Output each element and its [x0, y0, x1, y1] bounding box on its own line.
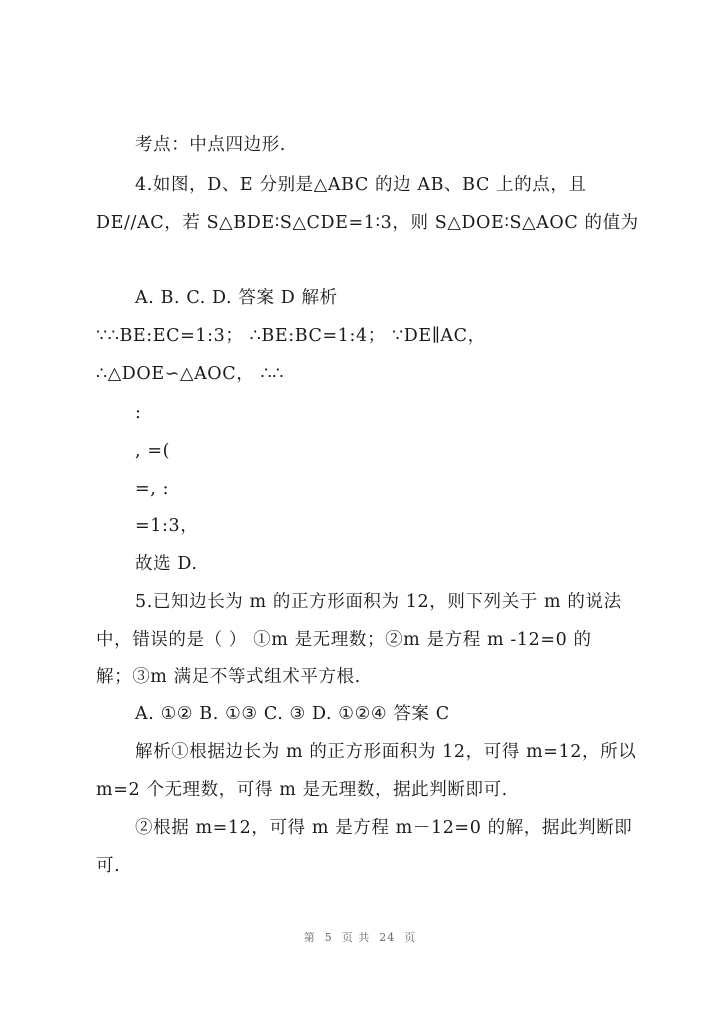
text-line: 考点：中点四边形. [135, 135, 286, 155]
text-line: 5.已知边长为 m 的正方形面积为 12，则下列关于 m 的说法 [135, 592, 622, 612]
text-line: 4.如图，D、E 分别是△ABC 的边 AB、BC 上的点，且 [135, 175, 587, 195]
page-footer: 第 5 页 共 24 页 [303, 931, 417, 944]
text-line: A. ①② B. ①③ C. ③ D. ①②④ 答案 C [135, 704, 450, 724]
text-line: 中，错误的是（ ） ①m 是无理数；②m 是方程 m -12=0 的 [96, 630, 592, 650]
text-line: 故选 D. [135, 554, 198, 574]
text-line: ②根据 m=12，可得 m 是方程 m－12=0 的解，据此判断即 [135, 818, 633, 838]
text-line: =, : [135, 479, 170, 499]
text-line: m=2 个无理数，可得 m 是无理数，据此判断即可. [96, 780, 508, 800]
text-line: DE//AC，若 S△BDE∶S△CDE=1∶3，则 S△DOE∶S△AOC 的值为 [96, 213, 639, 233]
text-line: 解；③m 满足不等式组术平方根. [96, 667, 361, 687]
text-line: ∵∴BE:EC=1:3； ∴BE:BC=1:4； ∵DE∥AC， [96, 326, 486, 346]
text-line: 解析①根据边长为 m 的正方形面积为 12，可得 m=12，所以 [135, 742, 637, 762]
text-line: , =( [135, 441, 171, 461]
text-line: A. B. C. D. 答案 D 解析 [135, 288, 338, 308]
text-line: : [135, 403, 142, 423]
text-line: 可. [96, 856, 121, 876]
text-line: ∴△DOE∽△AOC， ∴∴ [96, 364, 284, 384]
text-line: =1:3， [135, 516, 199, 536]
